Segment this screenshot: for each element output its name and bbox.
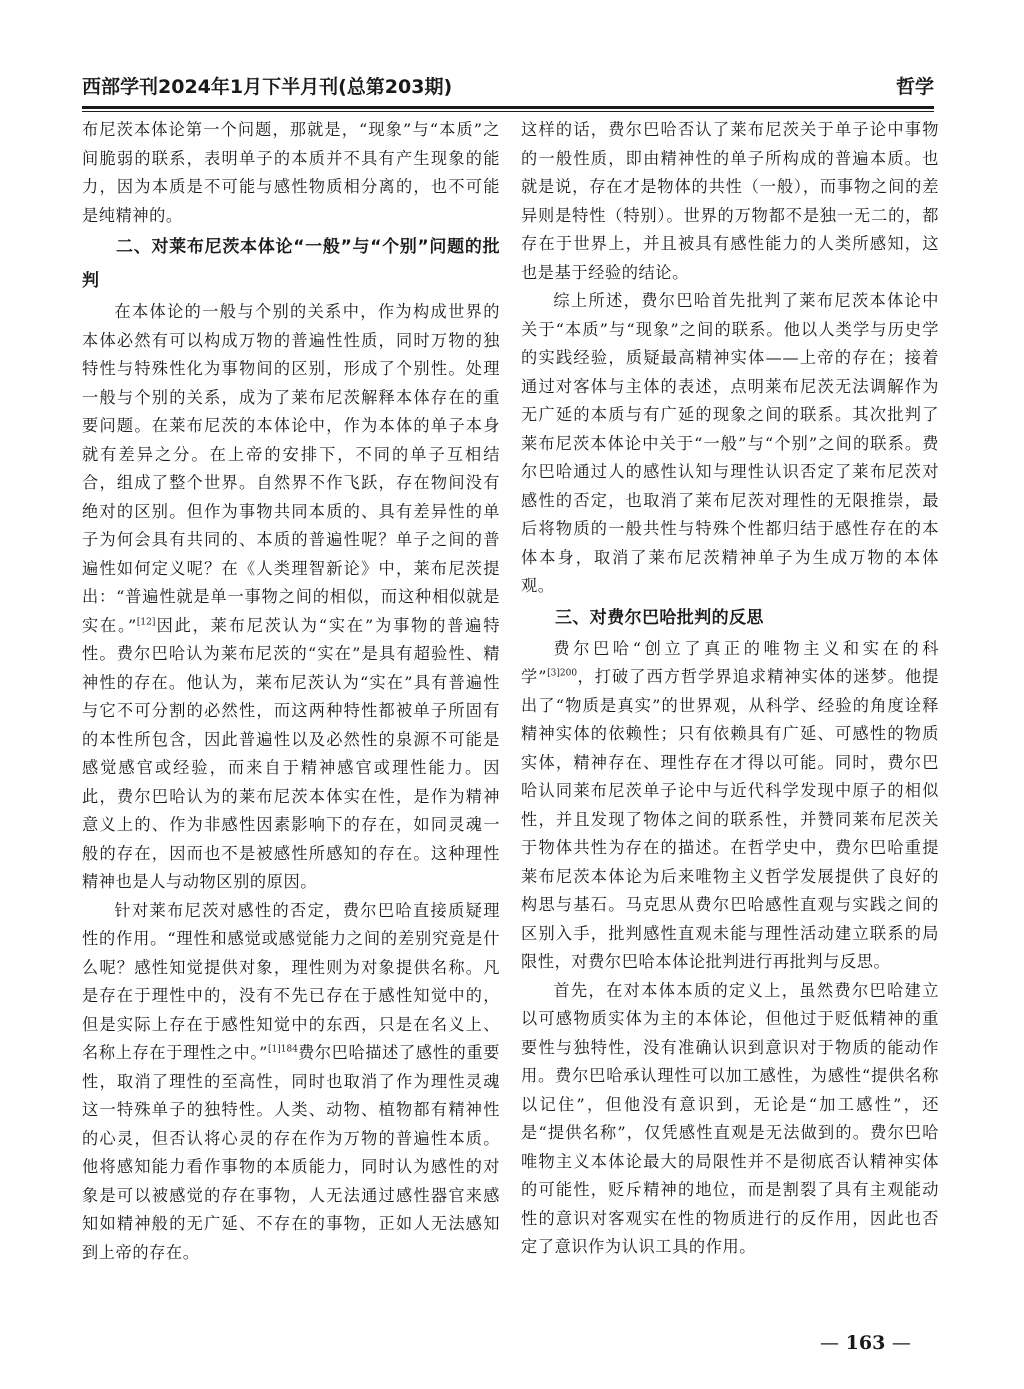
- footer-dash-right: —: [891, 1332, 911, 1354]
- section-heading: 二、对莱布尼茨本体论“一般”与“个别”问题的批判: [82, 237, 500, 291]
- header-rule-thick: [82, 106, 934, 109]
- paragraph-text: 综上所述，费尔巴哈首先批判了莱布尼茨本体论中关于“本质”与“现象”之间的联系。他以人类学与历史学的实践经验，质疑最高精神实体——上帝的存在；接着通过对客体与主体的表述，点明莱布尼茨无法调解作为无广延的本质与有广延的现象之间的联系。其次批判了莱布尼茨本体论中关于“一般”与“个别”之间的联系。费尔巴哈通过人的感性认知与理性认识否定了莱布尼茨对感性的否定，也取消了莱布尼茨对理性的无限推崇，最后将物质的一般共性与特殊个性都归结于感性存在的本体本身，取消了莱布尼茨精神单子为生成万物的本体观。: [521, 291, 939, 595]
- paragraph-text: ，打破了西方哲学界追求精神实体的迷梦。他提出了“物质是真实”的世界观，从科学、经验的角度诠释精神实体的依赖性；只有依赖具有广延、可感性的物质实体，精神存在、理性存在才得以可能。同时，费尔巴哈认同莱布尼茨单子论中与近代科学发现中原子的相似性，并且发现了物体之间的联系性，并赞同莱布尼茨关于物体共性为存在的描述。在哲学史中，费尔巴哈重提莱布尼茨本体论为后来唯物主义哲学发展提供了良好的构思与基石。马克思从费尔巴哈感性直观与实践之间的区别入手，批判感性直观未能与理性活动建立联系的局限性，对费尔巴哈本体论批判进行再批判与反思。: [521, 667, 939, 971]
- body-paragraph: [521, 287, 939, 601]
- running-header: [82, 72, 934, 106]
- paragraph-text: 针对莱布尼茨对感性的否定，费尔巴哈直接质疑理性的作用。“理性和感觉或感觉能力之间的差别究竟是什么呢？感性知觉提供对象，理性则为对象提供名称。凡是存在于理性中的，没有不先已存在于感性知觉中的，但是实际上存在于感性知觉中的东西，只是在名义上、名称上存在于理性之中。”: [82, 900, 500, 1062]
- footer-dash-left: —: [820, 1332, 839, 1354]
- page-footer: [820, 1332, 911, 1354]
- body-paragraph: [82, 897, 500, 1268]
- right-column: [521, 116, 939, 1262]
- citation-marker: [3]200: [547, 668, 578, 679]
- body-paragraph: [82, 116, 500, 230]
- body-paragraph: [521, 635, 939, 977]
- section-label: 哲学: [895, 76, 934, 98]
- paragraph-text: 费尔巴哈“创立了真正的唯物主义和实在的科学”: [521, 638, 939, 686]
- section-heading: 三、对费尔巴哈批判的反思: [555, 607, 764, 628]
- paragraph-text: 首先，在对本体本质的定义上，虽然费尔巴哈建立以可感物质实体为主的本体论，但他过于贬低精神的重要性与独特性，没有准确认识到意识对于物质的能动作用。费尔巴哈承认理性可以加工感性，为感性“提供名称以记住”，但他没有意识到，无论是“加工感性”，还是“提供名称”，仅凭感性直观是无法做到的。费尔巴哈唯物主义本体论最大的局限性并不是彻底否认精神实体的可能性，贬斥精神的地位，而是割裂了具有主观能动性的意识对客观实在性的物质进行的反作用，因此也否定了意识作为认识工具的作用。: [521, 980, 939, 1256]
- header-rule-thin: [82, 111, 934, 112]
- journal-title: 西部学刊2024年1月下半月刊(总第203期): [82, 76, 453, 98]
- left-column: [82, 116, 500, 1267]
- citation-marker: [1]184: [268, 1044, 298, 1055]
- body-paragraph: [521, 977, 939, 1262]
- paragraph-text: 费尔巴哈描述了感性的重要性，取消了理性的至高性，同时也取消了作为理性灵魂这一特殊单子的独特性。人类、动物、植物都有精神性的心灵，但否认将心灵的存在作为万物的普遍性本质。他将感知能力看作事物的本质能力，同时认为感性的对象是可以被感觉的存在事物，人无法通过感性器官来感知如精神般的无广延、不存在的事物，正如人无法感知到上帝的存在。: [82, 1043, 500, 1262]
- citation-marker: [12]: [136, 617, 156, 628]
- paragraph-text: 这样的话，费尔巴哈否认了莱布尼茨关于单子论中事物的一般性质，即由精神性的单子所构成的普遍本质。也就是说，存在才是物体的共性（一般），而事物之间的差异则是特性（特别）。世界的万物都不是独一无二的，都存在于世界上，并且被具有感性能力的人类所感知，这也是基于经验的结论。: [521, 120, 939, 282]
- body-paragraph: [82, 298, 500, 897]
- paragraph-text: 在本体论的一般与个别的关系中，作为构成世界的本体必然有可以构成万物的普遍性性质，同时万物的独特性与特殊性化为事物间的区别，形成了个别性。处理一般与个别的关系，成为了莱布尼茨解释本体存在的重要问题。在莱布尼茨的本体论中，作为本体的单子本身就有差异之分。在上帝的安排下，不同的单子互相结合，组成了整个世界。自然界不作飞跃，存在物间没有绝对的区别。但作为事物共同本质的、具有差异性的单子为何会具有共同的、本质的普遍性呢？单子之间的普遍性如何定义呢？在《人类理智新论》中，莱布尼茨提出：“普遍性就是单一事物之间的相似，而这种相似就是实在。”: [82, 302, 500, 635]
- paragraph-text: 因此，莱布尼茨认为“实在”为事物的普遍特性。费尔巴哈认为莱布尼茨的“实在”是具有超验性、精神性的存在。他认为，莱布尼茨认为“实在”具有普遍性与它不可分割的必然性，而这两种特性都被单子所固有的本性所包含，因此普遍性以及必然性的泉源不可能是感觉感官或经验，而来自于精神感官或理性能力。因此，费尔巴哈认为的莱布尼茨本体实在性，是作为精神意义上的、作为非感性因素影响下的存在，如同灵魂一般的存在，因而也不是被感性所感知的存在。这种理性精神也是人与动物区别的原因。: [82, 615, 500, 891]
- page-number: 163: [845, 1332, 886, 1354]
- body-paragraph: [521, 116, 939, 287]
- paragraph-text: 布尼茨本体论第一个问题，那就是，“现象”与“本质”之间脆弱的联系，表明单子的本质并不具有产生现象的能力，因为本质是不可能与感性物质相分离的，也不可能是纯精神的。: [82, 120, 500, 225]
